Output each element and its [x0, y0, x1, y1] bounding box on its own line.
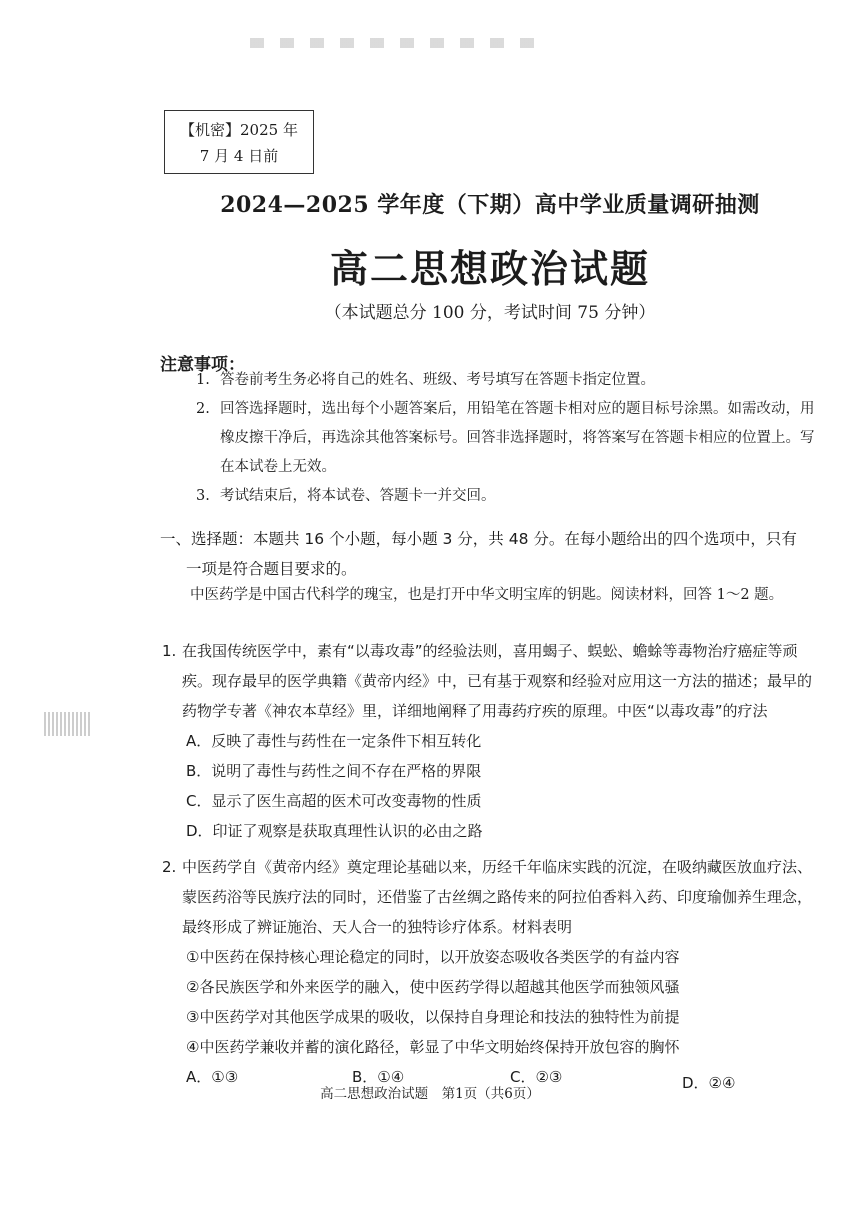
confidential-stamp	[164, 110, 314, 174]
exam-title: 高二思想政治试题	[329, 246, 650, 291]
section-heading	[160, 524, 810, 584]
question-text: 中医药学自《黄帝内经》奠定理论基础以来，历经千年临床实践的沉淀，在吸纳藏医放血疗法、蒙医药浴等民族疗法的同时，还借鉴了古丝绸之路传来的阿拉伯香料入药、印度瑜伽养生理念，最终形成了辨证施治、天人合一的独特诊疗体系。材料表明	[182, 858, 813, 936]
confidential-line-2: 7 月 4 日前	[199, 147, 279, 165]
question-text: 在我国传统医学中，素有“以毒攻毒”的经验法则，喜用蝎子、蜈蚣、蟾蜍等毒物治疗癌症等顽疾。现存最早的医学典籍《黄帝内经》中，已有基于观察和经验对应用这一方法的描述；最早的药物学专著《神农本草经》里，详细地阐释了用毒药疗疾的原理。中医“以毒攻毒”的疗法	[182, 642, 813, 720]
question-2	[162, 852, 812, 1092]
exam-info: （本试题总分 100 分，考试时间 75 分钟）	[324, 303, 656, 323]
statement-1: ①中医药在保持核心理论稳定的同时，以开放姿态吸收各类医学的有益内容	[186, 948, 680, 966]
option-c: C．②③	[510, 1068, 563, 1086]
statement-4: ④中医药学兼收并蓄的演化路径，彰显了中华文明始终保持开放包容的胸怀	[186, 1038, 680, 1056]
notice-list	[196, 366, 816, 511]
notice-text: 回答选择题时，选出每个小题答案后，用铅笔在答题卡相对应的题目标号涂黑。如需改动，用橡皮擦干净后，再选涂其他答案标号。回答非选择题时，将答案写在答题卡相应的位置上。写在本试卷上无效。	[220, 401, 815, 475]
notice-text: 考试结束后，将本试卷、答题卡一并交回。	[220, 488, 496, 504]
notice-item	[196, 395, 816, 482]
statement-2: ②各民族医学和外来医学的融入，使中医药学得以超越其他医学而独领风骚	[186, 978, 680, 996]
question-number: 1.	[162, 642, 177, 660]
option-a: A．①③	[186, 1068, 239, 1086]
notice-item	[196, 482, 816, 511]
option-d: D．②④	[682, 1074, 736, 1092]
exam-subtitle: 2024—2025 学年度（下期）高中学业质量调研抽测	[220, 192, 760, 218]
notice-item	[196, 366, 816, 395]
scan-artifact	[250, 38, 540, 48]
option-b: B．说明了毒性与药性之间不存在严格的界限	[186, 762, 482, 780]
notice-number: 2.	[196, 401, 210, 417]
material-intro: 中医药学是中国古代科学的瑰宝，也是打开中华文明宝库的钥匙。阅读材料，回答 1～2 题。	[190, 587, 784, 603]
option-c: C．显示了医生高超的医术可改变毒物的性质	[186, 792, 482, 810]
notice-number: 1.	[196, 372, 210, 388]
notice-text: 答卷前考生务必将自己的姓名、班级、考号填写在答题卡指定位置。	[220, 372, 655, 388]
question-number: 2.	[162, 858, 177, 876]
section-heading-line-2: 一项是符合题目要求的。	[186, 560, 357, 578]
option-d: D．印证了观察是获取真理性认识的必由之路	[186, 822, 483, 840]
statement-3: ③中医药学对其他医学成果的吸收，以保持自身理论和技法的独特性为前提	[186, 1008, 680, 1026]
option-b: B．①④	[352, 1068, 405, 1086]
page-footer: 高二思想政治试题 第1页（共6页）	[320, 1086, 540, 1102]
question-1	[162, 636, 812, 846]
confidential-line-1: 【机密】2025 年	[180, 121, 298, 139]
section-heading-line-1: 一、选择题：本题共 16 个小题，每小题 3 分，共 48 分。在每小题给出的四个选项中，只有	[160, 530, 797, 548]
question-stem	[162, 636, 812, 726]
notice-number: 3.	[196, 488, 210, 504]
binding-mark	[44, 712, 92, 736]
question-stem	[162, 852, 812, 942]
notice-title: 注意事项：	[160, 355, 245, 375]
option-a: A．反映了毒性与药性在一定条件下相互转化	[186, 732, 482, 750]
